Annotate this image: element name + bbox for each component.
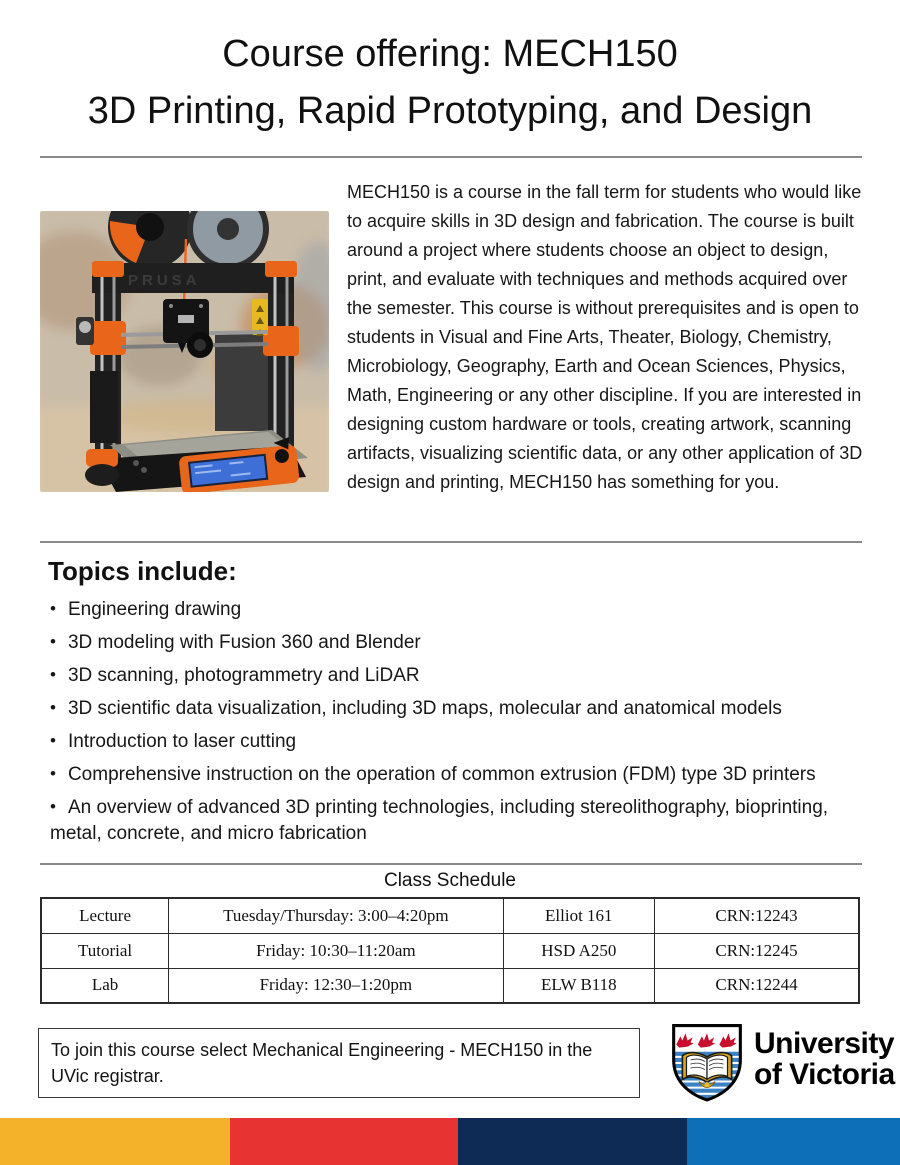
topic-item (50, 695, 862, 722)
uvic-logo-text (754, 1028, 895, 1090)
topic-text: Engineering drawing (67, 599, 242, 620)
table-row-lab (41, 968, 859, 1003)
cell-room: HSD A250 (503, 933, 654, 968)
divider-schedule (40, 863, 862, 865)
bar-blue (687, 1118, 900, 1165)
topic-item (50, 596, 862, 623)
cell-crn: CRN:12245 (654, 933, 859, 968)
cell-time: Friday: 12:30–1:20pm (169, 968, 504, 1003)
cell-type: Lecture (41, 898, 169, 933)
topic-item (50, 662, 862, 689)
topics-list (50, 596, 862, 853)
topic-text: 3D scientific data visualization, including 3D maps, molecular and anatomical models (67, 698, 782, 719)
cell-type: Tutorial (41, 933, 169, 968)
table-row-tutorial (41, 933, 859, 968)
topic-text: An overview of advanced 3D printing technologies, including stereolithography, bioprinting, metal, concrete, and micro fabrication (50, 797, 829, 844)
uvic-logo-line-2: of Victoria (754, 1058, 895, 1091)
cell-crn: CRN:12244 (654, 968, 859, 1003)
bar-red (230, 1118, 458, 1165)
bullet-icon: • (50, 731, 56, 750)
course-description: MECH150 is a course in the fall term for students who would like to acquire skills in 3D design and fabrication. The course is built around a project where students choose an object to design, print, and evaluate with techniques and methods acquired over the semester. This course is without prerequisites and is open to students in Visual and Fine Arts, Theater, Biology, Chemistry, Microbiology, Geography, Earth and Ocean Sciences, Physics, Math, Engineering or any other discipline. If you are interested in designing custom hardware or tools, creating artwork, scanning artifacts, visualizing scientific data, or any other application of 3D design and printing, MECH150 has something for you. (347, 182, 863, 492)
schedule-heading: Class Schedule (383, 870, 517, 891)
cell-time: Friday: 10:30–11:20am (169, 933, 504, 968)
uvic-logo (670, 1022, 895, 1102)
printer-photo-illustration (40, 211, 329, 492)
bullet-icon: • (50, 797, 56, 816)
bullet-icon: • (50, 665, 56, 684)
title-line-1: Course offering: MECH150 (222, 33, 678, 75)
topic-text: 3D scanning, photogrammetry and LiDAR (67, 665, 420, 686)
topic-text: Introduction to laser cutting (67, 731, 297, 752)
bullet-icon: • (50, 632, 56, 651)
topic-text: Comprehensive instruction on the operation of common extrusion (FDM) type 3D printers (67, 764, 816, 785)
bullet-icon: • (50, 764, 56, 783)
divider-top (40, 156, 862, 158)
title-line-2: 3D Printing, Rapid Prototyping, and Design (87, 90, 813, 132)
brand-color-bars (0, 1118, 900, 1165)
cell-room: Elliot 161 (503, 898, 654, 933)
topics-heading: Topics include: (48, 556, 237, 586)
bar-navy (458, 1118, 687, 1165)
bar-gold (0, 1118, 230, 1165)
divider-middle (40, 541, 862, 543)
topic-text: 3D modeling with Fusion 360 and Blender (67, 632, 421, 653)
topic-item (50, 728, 862, 755)
bullet-icon: • (50, 599, 56, 618)
topic-item (50, 794, 862, 847)
bullet-icon: • (50, 698, 56, 717)
registration-instructions-box: To join this course select Mechanical Engineering - MECH150 in the UVic registrar. (38, 1028, 640, 1098)
martlet-icons (676, 1033, 737, 1047)
uvic-logo-line-1: University (754, 1027, 895, 1060)
topic-item (50, 761, 862, 788)
cell-crn: CRN:12243 (654, 898, 859, 933)
cell-time: Tuesday/Thursday: 3:00–4:20pm (169, 898, 504, 933)
class-schedule-table (40, 897, 860, 1004)
printer-photo (40, 211, 329, 492)
table-row-lecture (41, 898, 859, 933)
svg-text:PRUSA: PRUSA (128, 272, 201, 289)
cell-type: Lab (41, 968, 169, 1003)
cell-room: ELW B118 (503, 968, 654, 1003)
topic-item (50, 629, 862, 656)
page-title (0, 26, 900, 140)
uvic-shield-icon (670, 1022, 744, 1102)
